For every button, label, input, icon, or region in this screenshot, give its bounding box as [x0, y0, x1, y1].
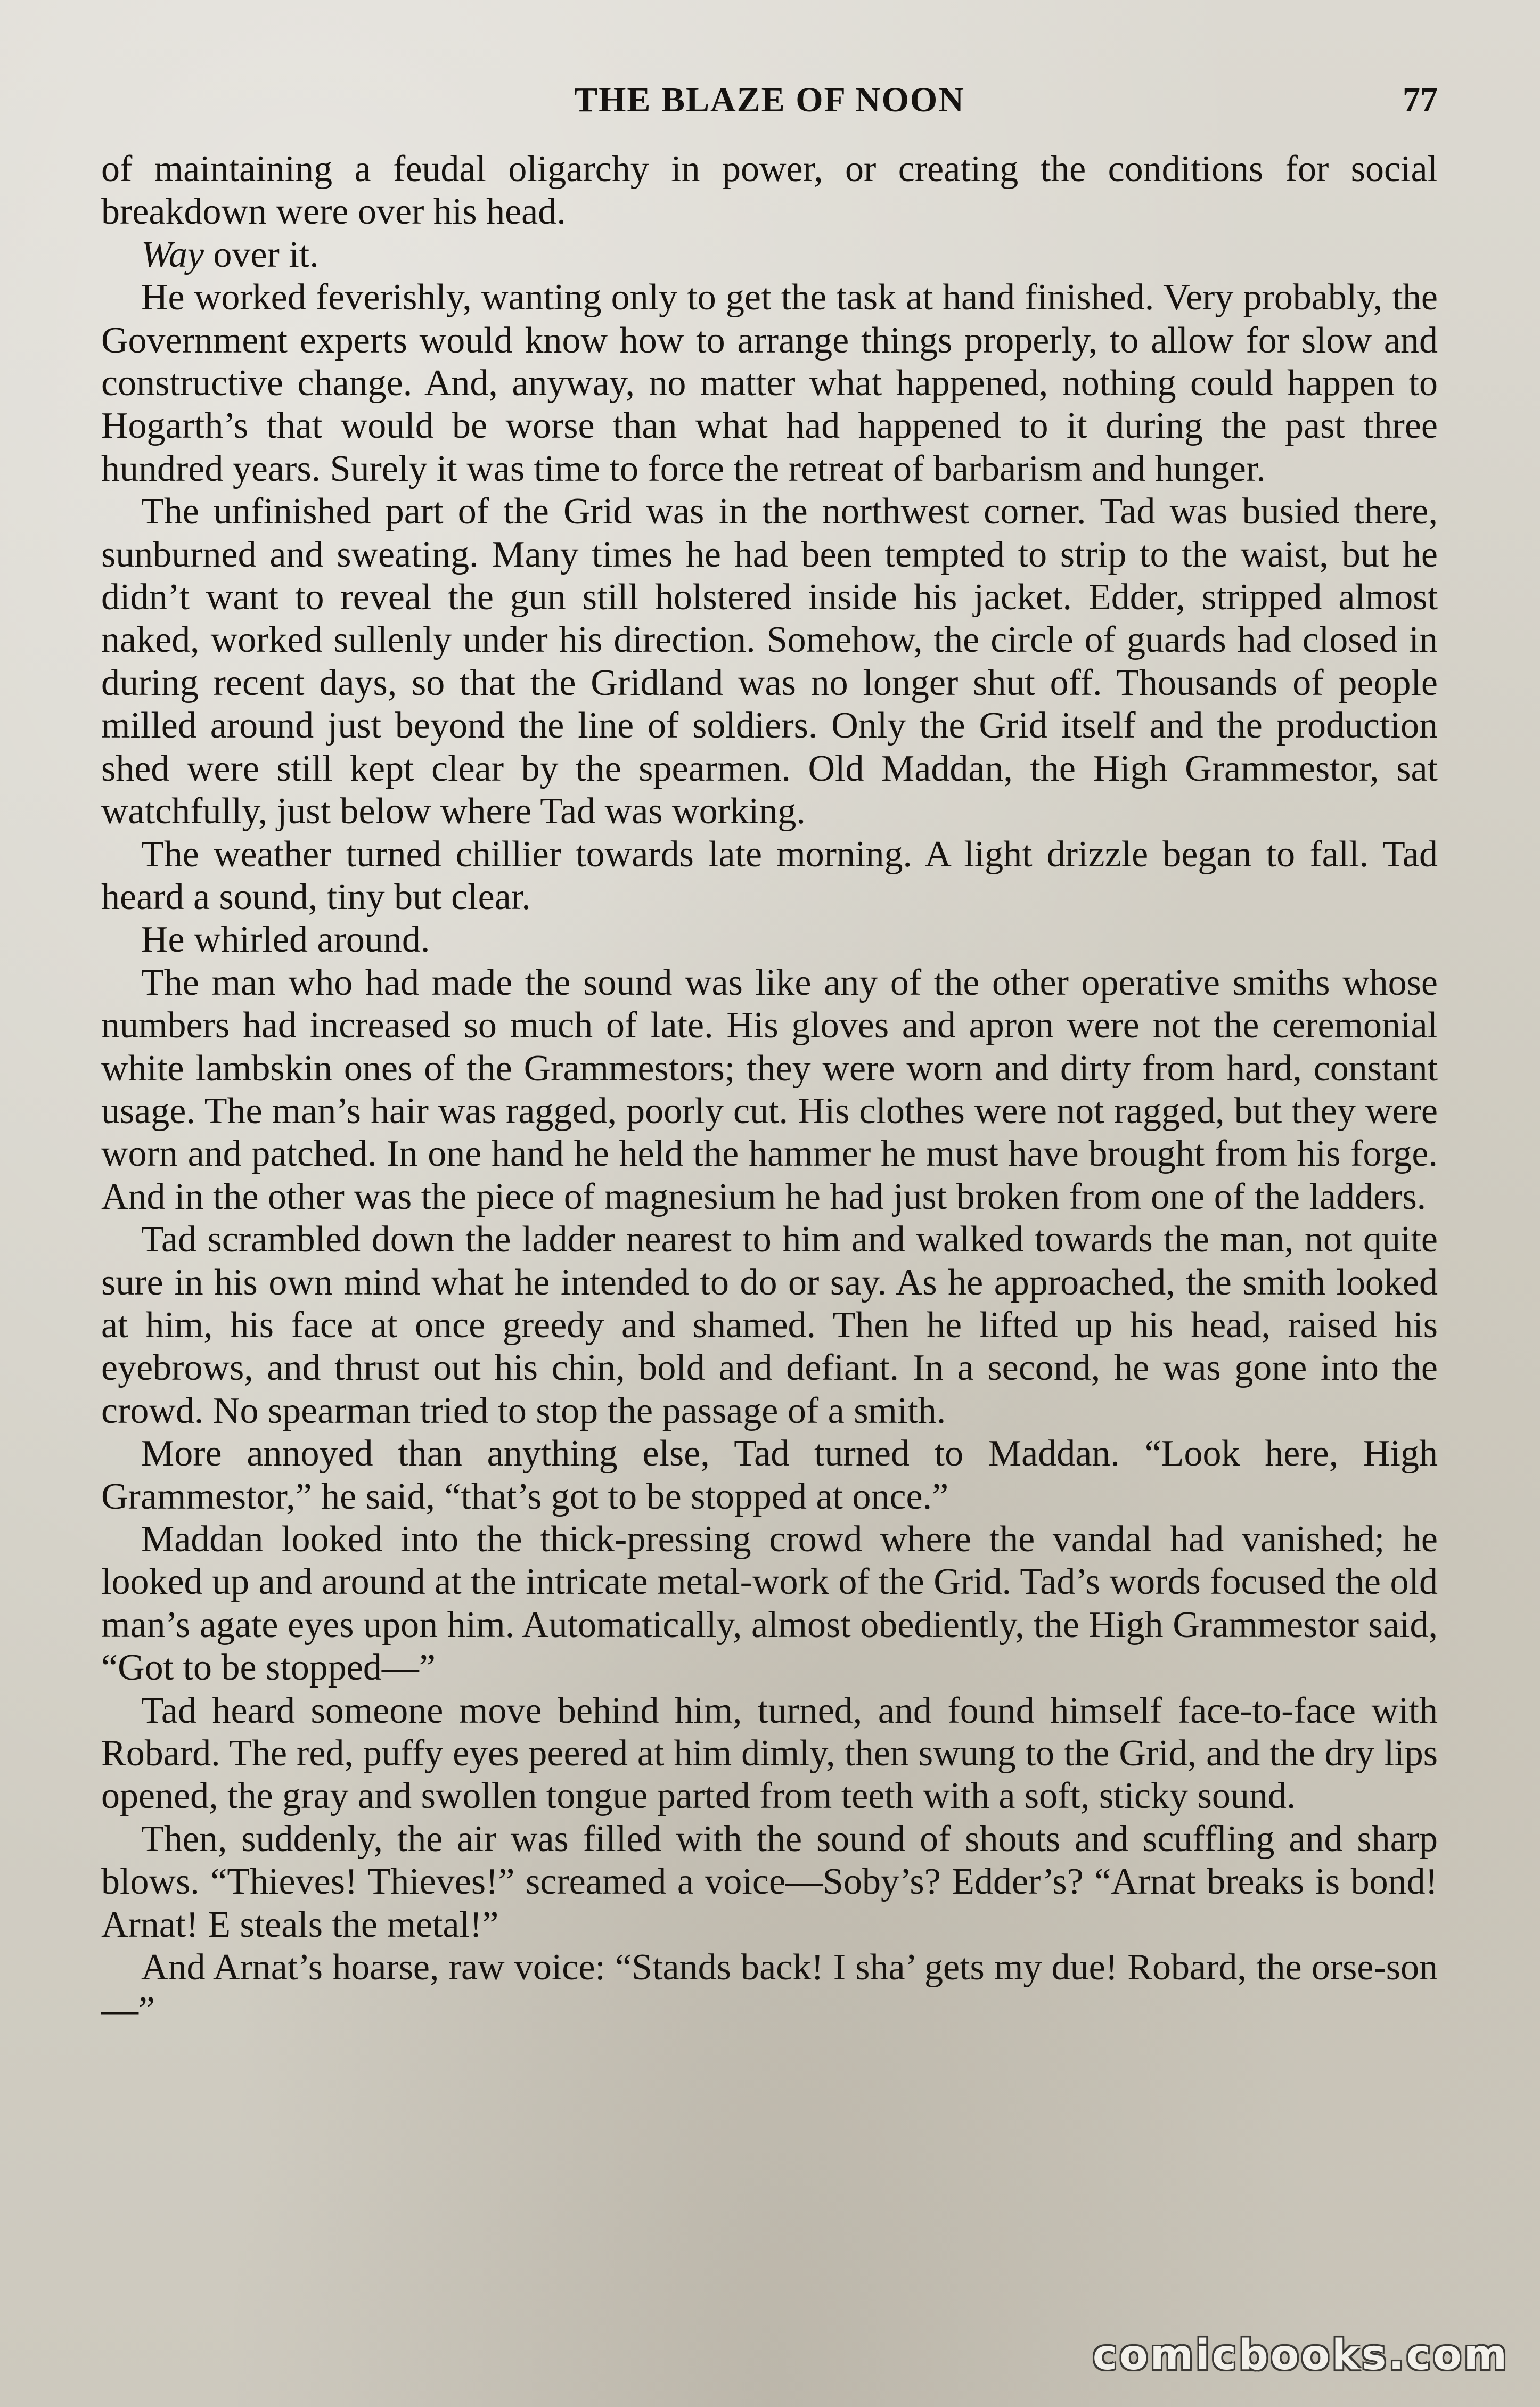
- paragraph: He worked feverishly, wanting only to get the task at hand finished. Very probably, the Government experts would know how to arrange things properly, to allow for slow and constructive change. And, anyway, no matter what happened, nothing could happen to Hogarth’s that would be worse than what had happened to it during the past three hundred years. Surely it was time to force the retreat of barbarism and hunger.: [101, 277, 1438, 489]
- paragraph: And Arnat’s hoarse, raw voice: “Stands back! I sha’ gets my due! Robard, the orse-son—”: [101, 1947, 1438, 2031]
- body-text: [101, 148, 1438, 2032]
- paragraph: The man who had made the sound was like any of the other operative smiths whose numbers had increased so much of late. His gloves and apron were not the ceremonial white lambskin ones of the Grammestors; they were worn and dirty from hard, constant usage. The man’s hair was ragged, poorly cut. His clothes were not ragged, but they were worn and patched. In one hand he held the hammer he must have brought from his forge. And in the other was the piece of magnesium he had just broken from one of the ladders.: [101, 962, 1438, 1217]
- paragraph: The weather turned chillier towards late morning. A light drizzle began to fall. Tad heard a sound, tiny but clear.: [101, 833, 1438, 918]
- paragraph: Then, suddenly, the air was filled with the sound of shouts and scuffling and sharp blows. “Thieves! Thieves!” screamed a voice—Soby’s? Edder’s? “Arnat breaks is bond! Arnat! E steals the metal!”: [101, 1818, 1438, 1945]
- page-number: 77: [1403, 80, 1438, 119]
- emphasis-word: Way: [141, 234, 204, 275]
- page-header: [101, 80, 1438, 133]
- running-title: THE BLAZE OF NOON: [574, 80, 965, 119]
- paragraph: He whirled around.: [141, 919, 430, 961]
- paragraph: The unfinished part of the Grid was in the northwest corner. Tad was busied there, sunburned and sweating. Many times he had been tempted to strip to the waist, but he didn’t want to reveal the gun still holstered inside his jacket. Edder, stripped almost naked, worked sullenly under his direction. Somehow, the circle of guards had closed in during recent days, so that the Gridland was no longer shut off. Thousands of people milled around just beyond the line of soldiers. Only the Grid itself and the production shed were still kept clear by the spearmen. Old Maddan, the High Grammestor, sat watchfully, just below where Tad was working.: [101, 491, 1438, 832]
- paragraph: Maddan looked into the thick-pressing crowd where the vandal had vanished; he looked up and around at the intricate metal-work of the Grid. Tad’s words focused the old man’s agate eyes upon him. Automatically, almost obediently, the High Grammestor said, “Got to be stopped—”: [101, 1519, 1438, 1689]
- paragraph: Tad scrambled down the ladder nearest to him and walked towards the man, not quite sure in his own mind what he intended to do or say. As he approached, the smith looked at him, his face at once greedy and shamed. Then he lifted up his head, raised his eyebrows, and thrust out his chin, bold and defiant. In a second, he was gone into the crowd. No spearman tried to stop the passage of a smith.: [101, 1219, 1438, 1431]
- paragraph: [101, 234, 1438, 276]
- watermark: comicbooks.com: [1092, 2331, 1509, 2379]
- paragraph-text: over it.: [213, 234, 319, 275]
- paragraph: Tad heard someone move behind him, turned, and found himself face-to-face with Robard. The red, puffy eyes peered at him dimly, then swung to the Grid, and the dry lips opened, the gray and swollen tongue parted from teeth with a soft, sticky sound.: [101, 1690, 1438, 1817]
- paragraph: of maintaining a feudal oligarchy in power, or creating the conditions for social breakdown were over his head.: [101, 149, 1438, 233]
- paragraph: More annoyed than anything else, Tad turned to Maddan. “Look here, High Grammestor,” he said, “that’s got to be stopped at once.”: [101, 1433, 1438, 1517]
